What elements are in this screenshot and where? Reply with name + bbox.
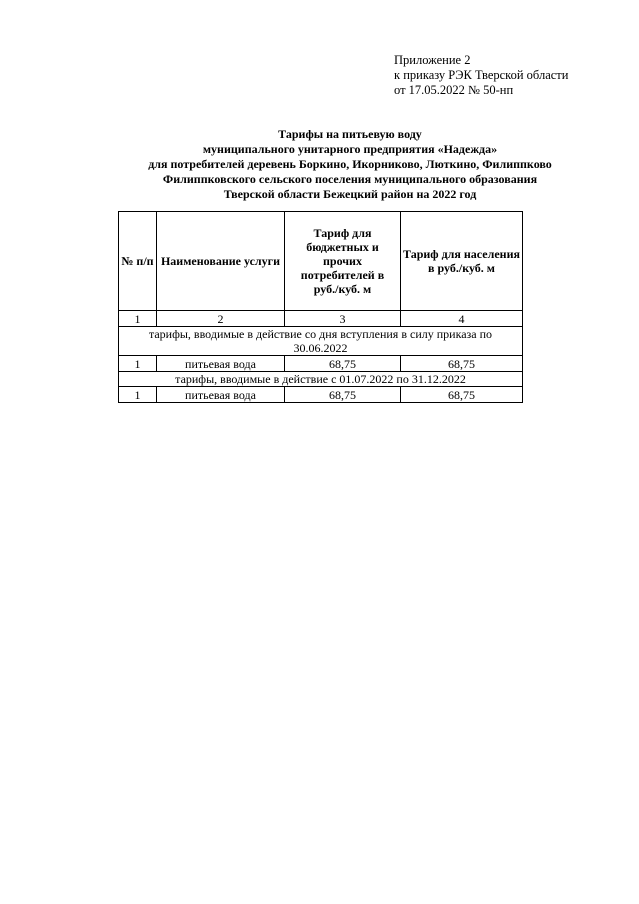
row-service: питьевая вода bbox=[157, 356, 285, 372]
appendix-line-1: Приложение 2 bbox=[394, 53, 471, 67]
col-number: 1 bbox=[119, 311, 157, 327]
period-label-2: тарифы, вводимые в действие с 01.07.2022 по 31.12.2022 bbox=[119, 372, 523, 387]
header-budget-tariff: Тариф для бюджетных и прочих потребителей в руб./куб. м bbox=[285, 212, 401, 311]
row-budget-value: 68,75 bbox=[285, 387, 401, 403]
row-num: 1 bbox=[119, 387, 157, 403]
table-row bbox=[119, 356, 523, 372]
column-numbers-row bbox=[119, 311, 523, 327]
table-row bbox=[119, 387, 523, 403]
col-number: 3 bbox=[285, 311, 401, 327]
title-line-4: Филиппковского сельского поселения муниципального образования bbox=[162, 172, 538, 186]
table-header-row bbox=[119, 212, 523, 311]
row-population-value: 68,75 bbox=[401, 356, 523, 372]
title-line-1: Тарифы на питьевую воду bbox=[278, 127, 422, 141]
tariff-table bbox=[118, 211, 523, 403]
appendix-block bbox=[394, 53, 568, 98]
title-line-3: для потребителей деревень Боркино, Икорниково, Люткино, Филиппково bbox=[148, 157, 552, 171]
col-number: 4 bbox=[401, 311, 523, 327]
header-population-tariff: Тариф для населения в руб./куб. м bbox=[401, 212, 523, 311]
header-service-name: Наименование услуги bbox=[157, 212, 285, 311]
col-number: 2 bbox=[157, 311, 285, 327]
appendix-line-3: от 17.05.2022 № 50-нп bbox=[394, 83, 514, 97]
period-row-2 bbox=[119, 372, 523, 387]
row-service: питьевая вода bbox=[157, 387, 285, 403]
period-row-1 bbox=[119, 327, 523, 356]
row-num: 1 bbox=[119, 356, 157, 372]
appendix-line-2: к приказу РЭК Тверской области bbox=[394, 68, 569, 82]
title-line-5: Тверской области Бежецкий район на 2022 год bbox=[223, 187, 477, 201]
period-label-1: тарифы, вводимые в действие со дня вступления в силу приказа по 30.06.2022 bbox=[119, 327, 523, 356]
header-num: № п/п bbox=[119, 212, 157, 311]
document-title bbox=[100, 127, 600, 202]
title-line-2: муниципального унитарного предприятия «Надежда» bbox=[202, 142, 498, 156]
row-budget-value: 68,75 bbox=[285, 356, 401, 372]
row-population-value: 68,75 bbox=[401, 387, 523, 403]
